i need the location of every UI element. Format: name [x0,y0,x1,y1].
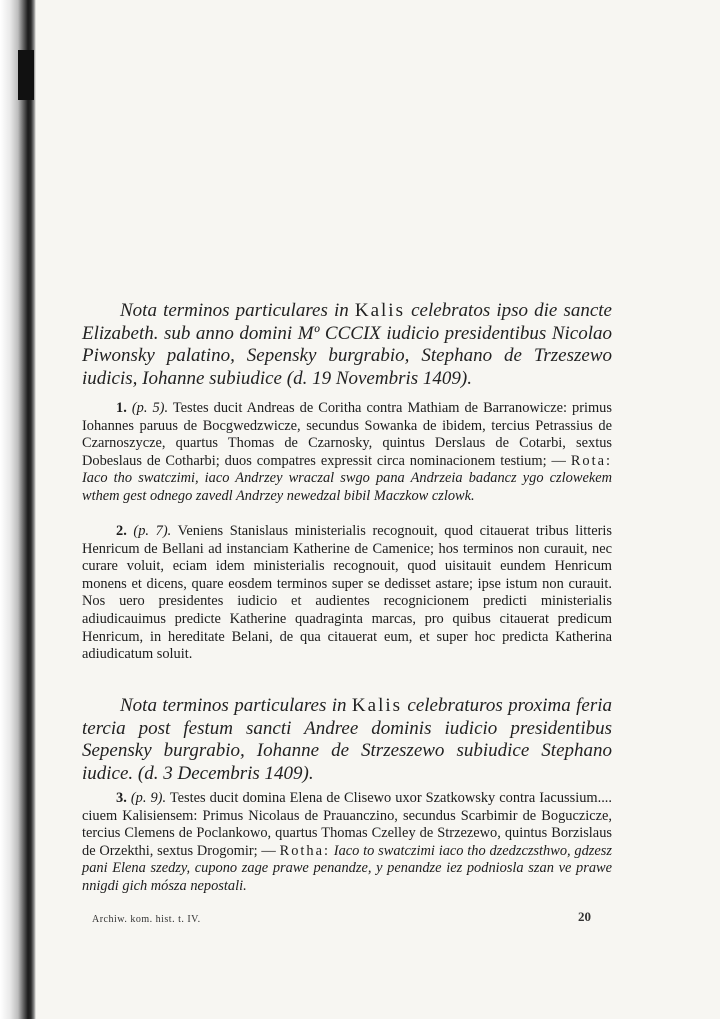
heading-1-part-a: Nota terminos particulares in [120,300,355,321]
heading-2-part-b: celebraturos proxima feria tercia post festum sancti Andree dominis iudicio presidentibus Sepensky burgrabio, Iohanne de Strzeszewo subiudice Stephano iudice. (d. 3 Decembris 1409). [82,695,612,784]
heading-2-place: Kalis [351,695,403,716]
section-heading-1 [82,300,612,390]
entry-3-number: 3. [116,790,127,806]
entry-2 [82,523,612,664]
book-spine-shadow [0,0,36,1019]
entry-1-rota-label: Rota: [570,452,612,469]
entry-3-rota-text: Iaco to swatczimi iaco tho dzedzczsthwo, gdzesz pani Elena szedzy, cupono zage prawe penandze, y penandze iez podniosla szan ve prawe nnigdi gich mósza nepostali. [82,842,612,894]
entry-3-rota-label: Rotha: [279,842,330,859]
entry-3-page-ref: (p. 9). [130,790,167,806]
heading-1-place: Kalis [354,300,405,321]
entry-1 [82,400,612,506]
entry-2-number: 2. [116,523,127,539]
page-number: 20 [578,909,591,924]
footer-source: Archiw. kom. hist. t. IV. [92,914,201,925]
entry-2-text: Veniens Stanislaus ministerialis recognouit, quod citauerat tribus litteris Henricum de Bellani ad instanciam Katherine de Camenice; hos terminos non curauit, nec curare voluit, eciam idem ministerialis recognouit, quod uisitauit eundem Henricum monens et dicens, quare eosdem terminos super se dedisset astare; ipse istum non curauit. Nos uero presidentes iudicio et audientes recognicionem predicti ministerialis adiudicauimus predicte Katherine quadraginta marcas, pro quibus citauerat predicum Henricum, in hereditate Belani, de qua citauerat eum, et super hoc predicta Katherina adiudicatum soluit. [82,523,612,663]
entry-1-page-ref: (p. 5). [131,400,169,416]
entry-3 [82,790,612,896]
entry-2-page-ref: (p. 7). [133,523,172,539]
entry-1-rota-text: Iaco tho swatczimi, iaco Andrzey wraczal swgo pana Andrzeia badancz ygo czlowekem wthem gest odnego zavedl Andrzey newedzal bibil Maczkow czlowk. [82,470,612,504]
section-heading-2 [82,695,612,785]
entry-1-number: 1. [116,400,127,416]
spine-dark-mark [18,50,34,100]
entry-3-text: Testes ducit domina Elena de Clisewo uxor Szatkowsky contra Iacussium.... ciuem Kalisiensem: Primus Nicolaus de Prauanczino, secundus Scarbimir de Boguczicze, tercius Clemens de Poclankowo, quartus Thomas Czelley de Strzezewo, quintus Borzislaus de Orzekthi, sextus Drogomir; — [82,790,612,859]
heading-2-part-a: Nota terminos particulares in [120,695,352,716]
entry-1-text: Testes ducit Andreas de Coritha contra Mathiam de Barranowicze: primus Iohannes paruus de Bocgwedzwicze, secundus Sowanka de ibidem, tercius Petrassius de Czarnoszycze, quartus Thomas de Czarnosky, quintus Derslaus de Cotarbi, sextus Dobeslaus de Cotharbi; duos compatres expressit circa nominacionem testium; — [82,400,612,469]
heading-1-part-b: celebratos ipso die sancte Elizabeth. sub anno domini Mº CCCIX iudicio presidentibus Nicolao Piwonsky palatino, Sepensky burgrabio, Stephano de Trzeszewo iudicis, Iohanne subiudice (d. 19 Novembris 1409). [82,300,612,389]
